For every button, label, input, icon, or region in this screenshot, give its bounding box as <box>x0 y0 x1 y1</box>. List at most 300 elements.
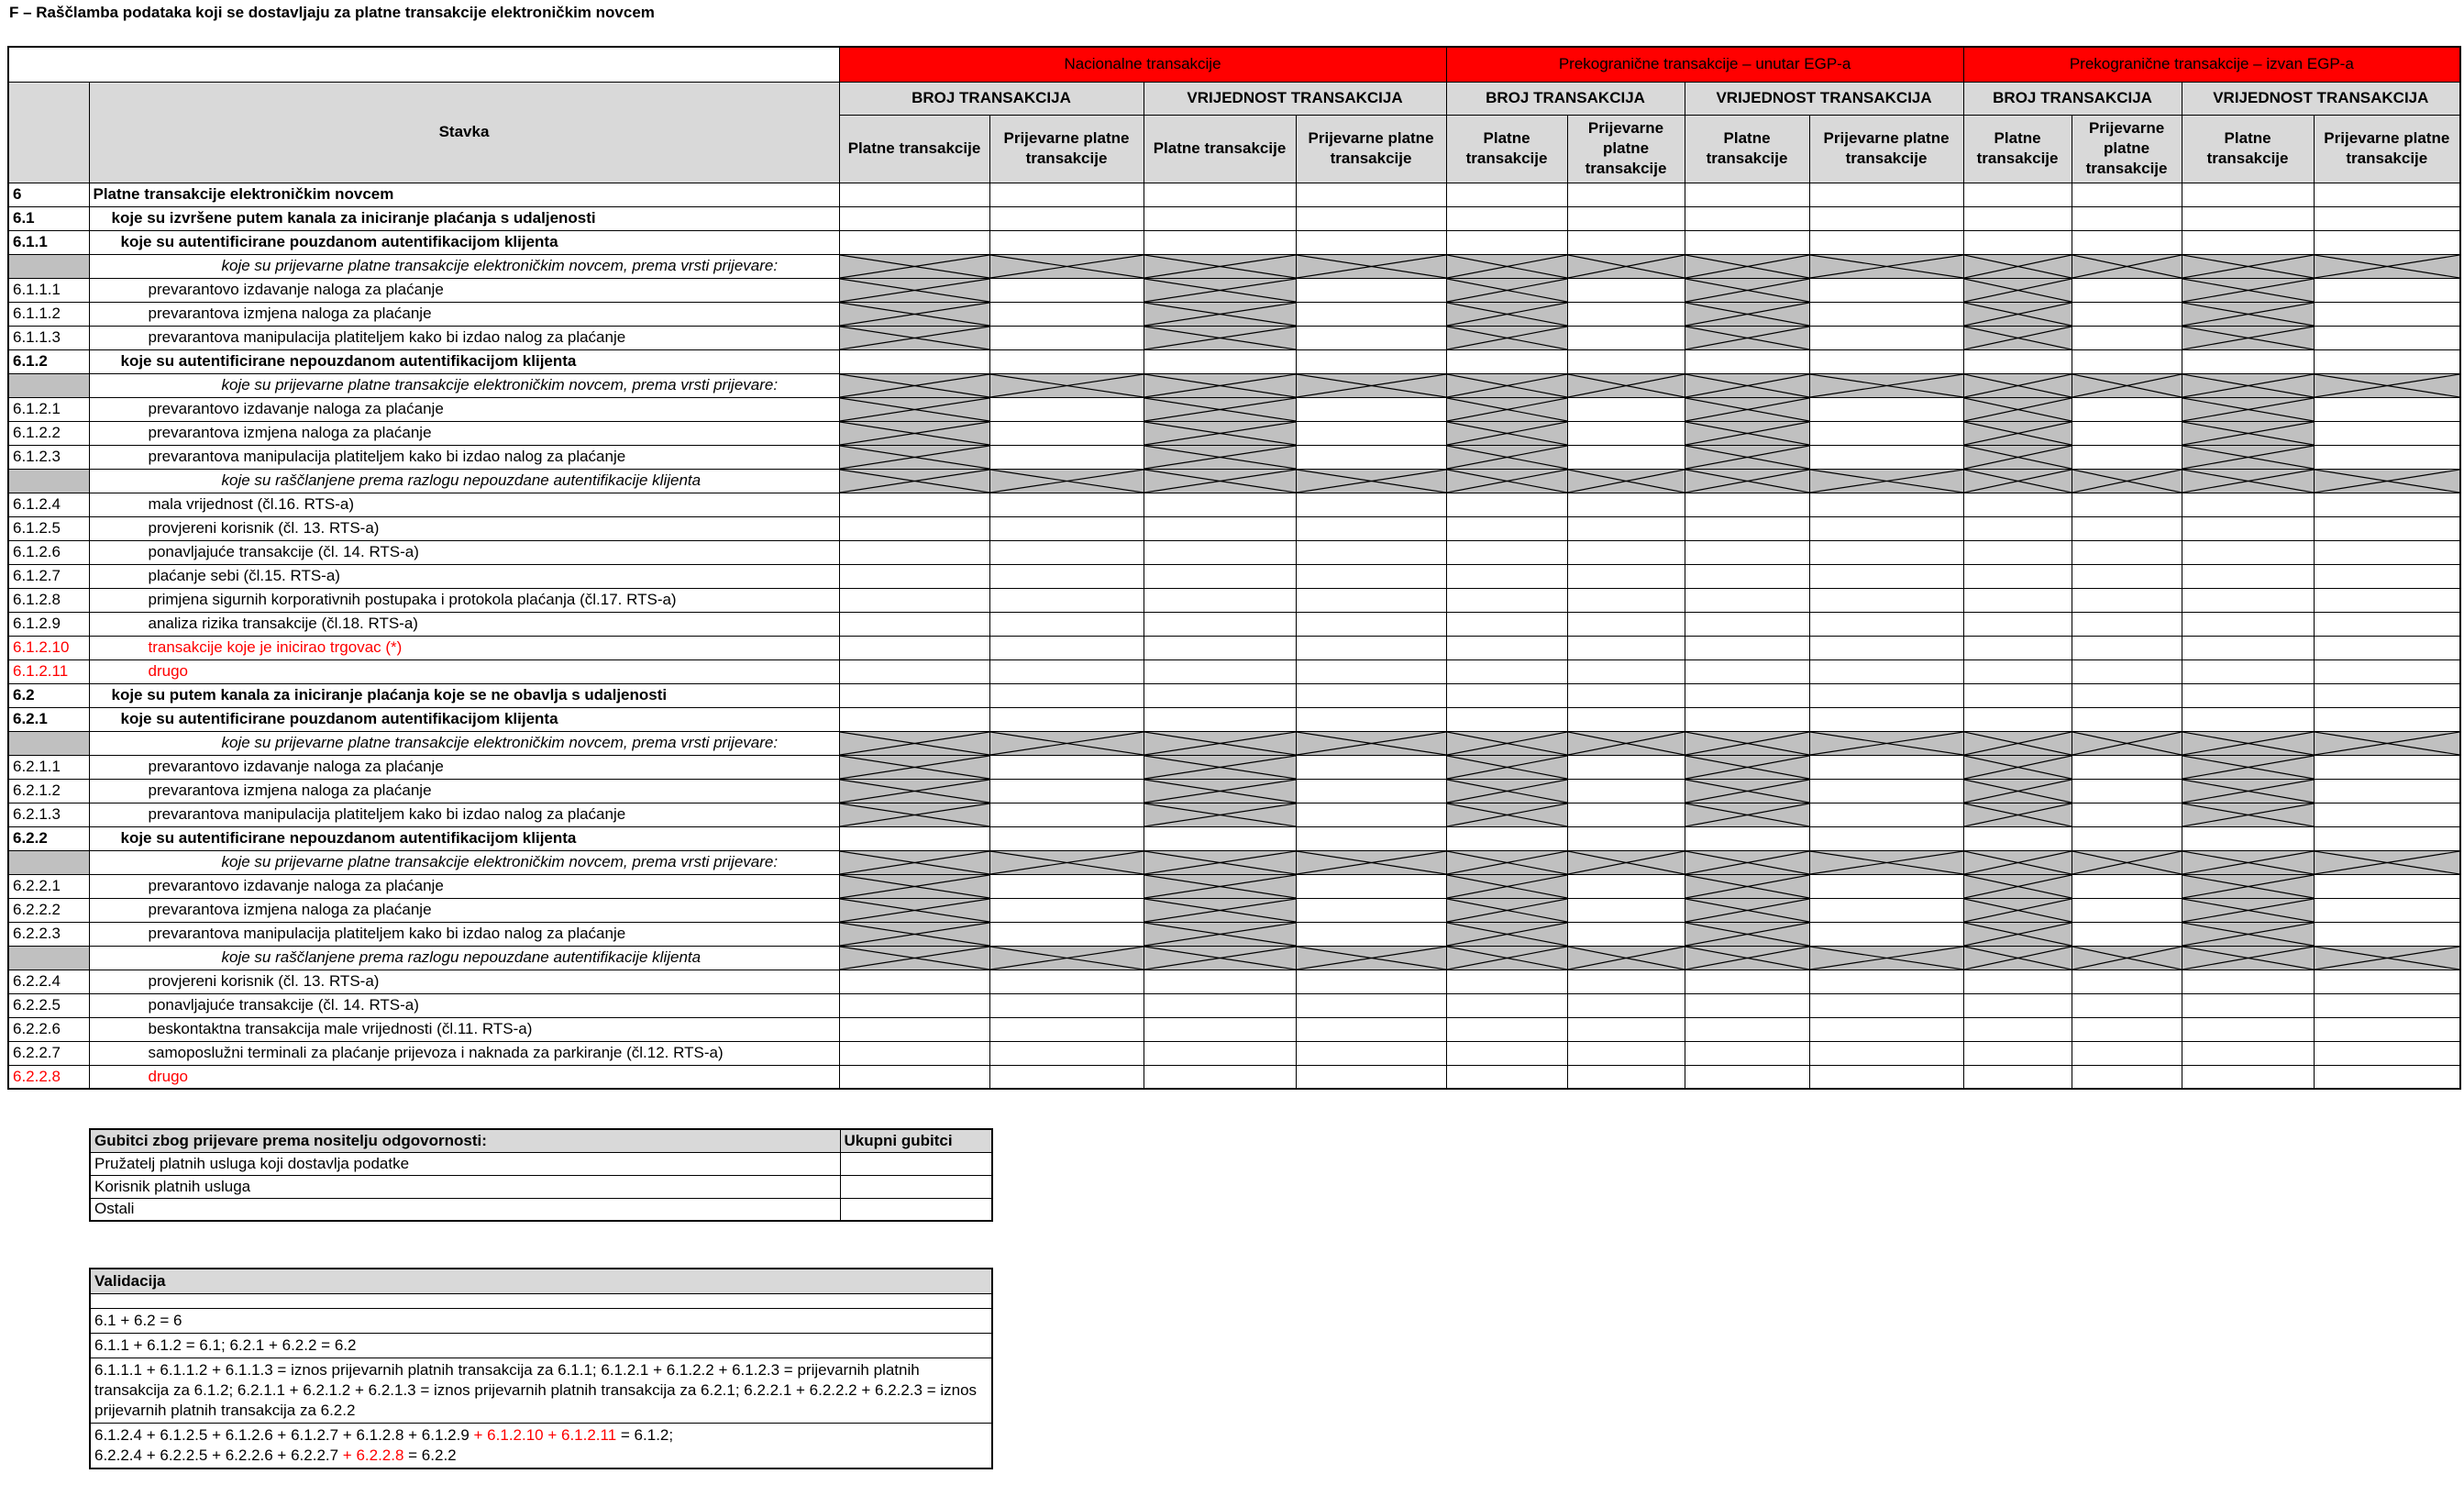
data-cell[interactable] <box>989 1017 1144 1041</box>
data-cell[interactable] <box>1963 588 2072 612</box>
data-cell[interactable] <box>1685 970 1809 993</box>
data-cell[interactable] <box>1446 230 1567 254</box>
data-cell[interactable] <box>1144 826 1296 850</box>
data-cell[interactable] <box>2314 421 2460 445</box>
data-cell[interactable] <box>1296 349 1446 373</box>
losses-value-cell[interactable] <box>840 1175 992 1198</box>
data-cell[interactable] <box>1685 588 1809 612</box>
data-cell[interactable] <box>1963 540 2072 564</box>
data-cell[interactable] <box>2314 349 2460 373</box>
data-cell[interactable] <box>1685 1041 1809 1065</box>
data-cell[interactable] <box>839 636 989 659</box>
data-cell[interactable] <box>2314 779 2460 803</box>
data-cell[interactable] <box>1567 278 1685 302</box>
data-cell[interactable] <box>2072 970 2182 993</box>
data-cell[interactable] <box>1567 898 1685 922</box>
data-cell[interactable] <box>1296 206 1446 230</box>
data-cell[interactable] <box>1296 445 1446 469</box>
data-cell[interactable] <box>2182 183 2314 206</box>
data-cell[interactable] <box>1446 1065 1567 1089</box>
data-cell[interactable] <box>989 612 1144 636</box>
data-cell[interactable] <box>1446 1017 1567 1041</box>
data-cell[interactable] <box>1446 206 1567 230</box>
data-cell[interactable] <box>839 493 989 516</box>
data-cell[interactable] <box>1144 206 1296 230</box>
data-cell[interactable] <box>1809 445 1963 469</box>
data-cell[interactable] <box>1809 349 1963 373</box>
data-cell[interactable] <box>2072 206 2182 230</box>
data-cell[interactable] <box>1296 707 1446 731</box>
data-cell[interactable] <box>1144 493 1296 516</box>
data-cell[interactable] <box>1296 1017 1446 1041</box>
data-cell[interactable] <box>1567 779 1685 803</box>
data-cell[interactable] <box>1446 636 1567 659</box>
data-cell[interactable] <box>2072 421 2182 445</box>
data-cell[interactable] <box>1963 564 2072 588</box>
data-cell[interactable] <box>2072 445 2182 469</box>
data-cell[interactable] <box>989 493 1144 516</box>
data-cell[interactable] <box>1809 898 1963 922</box>
data-cell[interactable] <box>839 826 989 850</box>
data-cell[interactable] <box>1296 564 1446 588</box>
data-cell[interactable] <box>1296 421 1446 445</box>
data-cell[interactable] <box>2314 206 2460 230</box>
data-cell[interactable] <box>2072 683 2182 707</box>
data-cell[interactable] <box>2072 659 2182 683</box>
data-cell[interactable] <box>1567 1041 1685 1065</box>
data-cell[interactable] <box>2072 636 2182 659</box>
data-cell[interactable] <box>1567 493 1685 516</box>
data-cell[interactable] <box>1963 1041 2072 1065</box>
data-cell[interactable] <box>2314 707 2460 731</box>
data-cell[interactable] <box>2314 1017 2460 1041</box>
data-cell[interactable] <box>2182 1041 2314 1065</box>
data-cell[interactable] <box>2314 993 2460 1017</box>
data-cell[interactable] <box>1963 636 2072 659</box>
data-cell[interactable] <box>989 755 1144 779</box>
data-cell[interactable] <box>2314 516 2460 540</box>
data-cell[interactable] <box>1144 659 1296 683</box>
data-cell[interactable] <box>1567 826 1685 850</box>
data-cell[interactable] <box>1567 230 1685 254</box>
data-cell[interactable] <box>1296 302 1446 326</box>
data-cell[interactable] <box>839 564 989 588</box>
data-cell[interactable] <box>2314 803 2460 826</box>
data-cell[interactable] <box>1685 826 1809 850</box>
data-cell[interactable] <box>2182 1017 2314 1041</box>
data-cell[interactable] <box>2072 803 2182 826</box>
data-cell[interactable] <box>1144 612 1296 636</box>
data-cell[interactable] <box>2072 230 2182 254</box>
data-cell[interactable] <box>1296 183 1446 206</box>
data-cell[interactable] <box>1446 683 1567 707</box>
data-cell[interactable] <box>2072 588 2182 612</box>
data-cell[interactable] <box>2072 922 2182 946</box>
data-cell[interactable] <box>839 683 989 707</box>
data-cell[interactable] <box>989 326 1144 349</box>
data-cell[interactable] <box>1809 755 1963 779</box>
data-cell[interactable] <box>2314 755 2460 779</box>
data-cell[interactable] <box>2182 970 2314 993</box>
data-cell[interactable] <box>2314 636 2460 659</box>
data-cell[interactable] <box>1809 564 1963 588</box>
data-cell[interactable] <box>1809 707 1963 731</box>
data-cell[interactable] <box>1963 493 2072 516</box>
data-cell[interactable] <box>2072 993 2182 1017</box>
data-cell[interactable] <box>1963 1017 2072 1041</box>
data-cell[interactable] <box>1567 636 1685 659</box>
data-cell[interactable] <box>2072 612 2182 636</box>
data-cell[interactable] <box>989 564 1144 588</box>
data-cell[interactable] <box>1809 636 1963 659</box>
data-cell[interactable] <box>1567 755 1685 779</box>
data-cell[interactable] <box>1963 826 2072 850</box>
data-cell[interactable] <box>1296 755 1446 779</box>
data-cell[interactable] <box>2072 707 2182 731</box>
data-cell[interactable] <box>2182 659 2314 683</box>
data-cell[interactable] <box>1809 1065 1963 1089</box>
data-cell[interactable] <box>1446 826 1567 850</box>
data-cell[interactable] <box>2314 826 2460 850</box>
data-cell[interactable] <box>1296 1041 1446 1065</box>
data-cell[interactable] <box>1446 612 1567 636</box>
data-cell[interactable] <box>989 349 1144 373</box>
data-cell[interactable] <box>1567 993 1685 1017</box>
data-cell[interactable] <box>839 588 989 612</box>
data-cell[interactable] <box>839 1065 989 1089</box>
data-cell[interactable] <box>1296 636 1446 659</box>
data-cell[interactable] <box>2182 612 2314 636</box>
data-cell[interactable] <box>1144 588 1296 612</box>
data-cell[interactable] <box>1963 970 2072 993</box>
data-cell[interactable] <box>1144 230 1296 254</box>
data-cell[interactable] <box>1809 683 1963 707</box>
data-cell[interactable] <box>1567 445 1685 469</box>
data-cell[interactable] <box>1809 278 1963 302</box>
data-cell[interactable] <box>2314 230 2460 254</box>
data-cell[interactable] <box>839 349 989 373</box>
data-cell[interactable] <box>1567 564 1685 588</box>
data-cell[interactable] <box>1446 540 1567 564</box>
data-cell[interactable] <box>1567 588 1685 612</box>
data-cell[interactable] <box>2182 230 2314 254</box>
data-cell[interactable] <box>1685 683 1809 707</box>
data-cell[interactable] <box>1567 397 1685 421</box>
data-cell[interactable] <box>2072 1065 2182 1089</box>
data-cell[interactable] <box>1567 659 1685 683</box>
data-cell[interactable] <box>2182 707 2314 731</box>
data-cell[interactable] <box>989 540 1144 564</box>
data-cell[interactable] <box>1144 683 1296 707</box>
data-cell[interactable] <box>2182 540 2314 564</box>
data-cell[interactable] <box>1567 183 1685 206</box>
data-cell[interactable] <box>2072 898 2182 922</box>
data-cell[interactable] <box>1446 588 1567 612</box>
data-cell[interactable] <box>2314 612 2460 636</box>
data-cell[interactable] <box>1685 183 1809 206</box>
data-cell[interactable] <box>1446 707 1567 731</box>
data-cell[interactable] <box>1296 803 1446 826</box>
data-cell[interactable] <box>2314 659 2460 683</box>
data-cell[interactable] <box>989 922 1144 946</box>
data-cell[interactable] <box>1296 922 1446 946</box>
data-cell[interactable] <box>1296 397 1446 421</box>
data-cell[interactable] <box>1144 540 1296 564</box>
data-cell[interactable] <box>1446 993 1567 1017</box>
data-cell[interactable] <box>1296 779 1446 803</box>
data-cell[interactable] <box>1567 421 1685 445</box>
data-cell[interactable] <box>839 516 989 540</box>
data-cell[interactable] <box>1685 659 1809 683</box>
data-cell[interactable] <box>989 397 1144 421</box>
data-cell[interactable] <box>1446 564 1567 588</box>
data-cell[interactable] <box>1567 612 1685 636</box>
data-cell[interactable] <box>2182 564 2314 588</box>
data-cell[interactable] <box>989 993 1144 1017</box>
data-cell[interactable] <box>1963 659 2072 683</box>
data-cell[interactable] <box>1296 612 1446 636</box>
data-cell[interactable] <box>1144 970 1296 993</box>
data-cell[interactable] <box>1685 1017 1809 1041</box>
data-cell[interactable] <box>1446 1041 1567 1065</box>
data-cell[interactable] <box>989 230 1144 254</box>
data-cell[interactable] <box>2072 1041 2182 1065</box>
data-cell[interactable] <box>1963 1065 2072 1089</box>
data-cell[interactable] <box>1296 326 1446 349</box>
data-cell[interactable] <box>839 993 989 1017</box>
data-cell[interactable] <box>1963 707 2072 731</box>
data-cell[interactable] <box>2072 397 2182 421</box>
data-cell[interactable] <box>989 302 1144 326</box>
data-cell[interactable] <box>1144 1041 1296 1065</box>
data-cell[interactable] <box>1446 516 1567 540</box>
data-cell[interactable] <box>839 1017 989 1041</box>
data-cell[interactable] <box>1144 707 1296 731</box>
data-cell[interactable] <box>1296 659 1446 683</box>
data-cell[interactable] <box>1296 993 1446 1017</box>
data-cell[interactable] <box>1809 779 1963 803</box>
data-cell[interactable] <box>1567 707 1685 731</box>
data-cell[interactable] <box>2182 349 2314 373</box>
data-cell[interactable] <box>1446 493 1567 516</box>
data-cell[interactable] <box>1567 803 1685 826</box>
data-cell[interactable] <box>2072 302 2182 326</box>
data-cell[interactable] <box>2314 278 2460 302</box>
data-cell[interactable] <box>2314 397 2460 421</box>
data-cell[interactable] <box>989 636 1144 659</box>
data-cell[interactable] <box>1809 230 1963 254</box>
data-cell[interactable] <box>1685 493 1809 516</box>
data-cell[interactable] <box>2314 540 2460 564</box>
data-cell[interactable] <box>989 206 1144 230</box>
data-cell[interactable] <box>1685 564 1809 588</box>
data-cell[interactable] <box>2314 326 2460 349</box>
data-cell[interactable] <box>989 779 1144 803</box>
data-cell[interactable] <box>2314 1065 2460 1089</box>
data-cell[interactable] <box>1809 183 1963 206</box>
data-cell[interactable] <box>2182 1065 2314 1089</box>
data-cell[interactable] <box>1446 183 1567 206</box>
data-cell[interactable] <box>989 588 1144 612</box>
data-cell[interactable] <box>839 970 989 993</box>
data-cell[interactable] <box>1567 1017 1685 1041</box>
data-cell[interactable] <box>989 1065 1144 1089</box>
data-cell[interactable] <box>839 206 989 230</box>
data-cell[interactable] <box>2314 302 2460 326</box>
data-cell[interactable] <box>2182 636 2314 659</box>
data-cell[interactable] <box>989 874 1144 898</box>
data-cell[interactable] <box>1809 326 1963 349</box>
data-cell[interactable] <box>2182 826 2314 850</box>
data-cell[interactable] <box>1685 349 1809 373</box>
data-cell[interactable] <box>2072 278 2182 302</box>
data-cell[interactable] <box>1144 636 1296 659</box>
data-cell[interactable] <box>1809 612 1963 636</box>
data-cell[interactable] <box>1963 993 2072 1017</box>
data-cell[interactable] <box>1567 970 1685 993</box>
data-cell[interactable] <box>1809 874 1963 898</box>
data-cell[interactable] <box>989 421 1144 445</box>
data-cell[interactable] <box>1809 1041 1963 1065</box>
data-cell[interactable] <box>989 659 1144 683</box>
data-cell[interactable] <box>839 707 989 731</box>
data-cell[interactable] <box>1144 349 1296 373</box>
data-cell[interactable] <box>1809 922 1963 946</box>
data-cell[interactable] <box>1446 349 1567 373</box>
data-cell[interactable] <box>1567 922 1685 946</box>
data-cell[interactable] <box>2072 326 2182 349</box>
data-cell[interactable] <box>2182 206 2314 230</box>
data-cell[interactable] <box>1567 302 1685 326</box>
data-cell[interactable] <box>1963 206 2072 230</box>
data-cell[interactable] <box>1685 636 1809 659</box>
data-cell[interactable] <box>1809 421 1963 445</box>
data-cell[interactable] <box>1809 493 1963 516</box>
data-cell[interactable] <box>1809 1017 1963 1041</box>
data-cell[interactable] <box>2314 970 2460 993</box>
data-cell[interactable] <box>2182 493 2314 516</box>
data-cell[interactable] <box>1567 683 1685 707</box>
data-cell[interactable] <box>1685 1065 1809 1089</box>
data-cell[interactable] <box>2314 1041 2460 1065</box>
data-cell[interactable] <box>1809 659 1963 683</box>
data-cell[interactable] <box>1963 349 2072 373</box>
data-cell[interactable] <box>2314 493 2460 516</box>
data-cell[interactable] <box>1809 803 1963 826</box>
data-cell[interactable] <box>2314 922 2460 946</box>
data-cell[interactable] <box>839 659 989 683</box>
data-cell[interactable] <box>1809 516 1963 540</box>
data-cell[interactable] <box>2072 826 2182 850</box>
data-cell[interactable] <box>2314 445 2460 469</box>
data-cell[interactable] <box>1685 206 1809 230</box>
data-cell[interactable] <box>2314 683 2460 707</box>
data-cell[interactable] <box>839 1041 989 1065</box>
data-cell[interactable] <box>1296 588 1446 612</box>
data-cell[interactable] <box>2072 779 2182 803</box>
data-cell[interactable] <box>1144 516 1296 540</box>
data-cell[interactable] <box>1296 1065 1446 1089</box>
data-cell[interactable] <box>2072 349 2182 373</box>
data-cell[interactable] <box>1809 970 1963 993</box>
data-cell[interactable] <box>2314 874 2460 898</box>
data-cell[interactable] <box>1685 707 1809 731</box>
data-cell[interactable] <box>1296 493 1446 516</box>
data-cell[interactable] <box>2072 755 2182 779</box>
data-cell[interactable] <box>1963 612 2072 636</box>
data-cell[interactable] <box>2072 1017 2182 1041</box>
data-cell[interactable] <box>1567 516 1685 540</box>
data-cell[interactable] <box>1567 874 1685 898</box>
data-cell[interactable] <box>1296 278 1446 302</box>
data-cell[interactable] <box>2182 683 2314 707</box>
data-cell[interactable] <box>1809 826 1963 850</box>
data-cell[interactable] <box>1296 516 1446 540</box>
data-cell[interactable] <box>839 612 989 636</box>
data-cell[interactable] <box>1809 397 1963 421</box>
losses-value-cell[interactable] <box>840 1152 992 1175</box>
data-cell[interactable] <box>1963 230 2072 254</box>
data-cell[interactable] <box>1809 993 1963 1017</box>
data-cell[interactable] <box>1296 683 1446 707</box>
losses-value-cell[interactable] <box>840 1198 992 1221</box>
data-cell[interactable] <box>1685 612 1809 636</box>
data-cell[interactable] <box>1296 230 1446 254</box>
data-cell[interactable] <box>1685 993 1809 1017</box>
data-cell[interactable] <box>1567 326 1685 349</box>
data-cell[interactable] <box>989 183 1144 206</box>
data-cell[interactable] <box>1963 683 2072 707</box>
data-cell[interactable] <box>2072 493 2182 516</box>
data-cell[interactable] <box>1296 874 1446 898</box>
data-cell[interactable] <box>989 826 1144 850</box>
data-cell[interactable] <box>1685 230 1809 254</box>
data-cell[interactable] <box>1809 302 1963 326</box>
data-cell[interactable] <box>2314 564 2460 588</box>
data-cell[interactable] <box>2314 588 2460 612</box>
data-cell[interactable] <box>989 803 1144 826</box>
data-cell[interactable] <box>1567 1065 1685 1089</box>
data-cell[interactable] <box>1144 183 1296 206</box>
data-cell[interactable] <box>989 707 1144 731</box>
data-cell[interactable] <box>1446 970 1567 993</box>
data-cell[interactable] <box>2072 874 2182 898</box>
data-cell[interactable] <box>989 516 1144 540</box>
data-cell[interactable] <box>1144 1017 1296 1041</box>
data-cell[interactable] <box>1446 659 1567 683</box>
data-cell[interactable] <box>1296 898 1446 922</box>
data-cell[interactable] <box>2182 588 2314 612</box>
data-cell[interactable] <box>989 1041 1144 1065</box>
data-cell[interactable] <box>989 898 1144 922</box>
data-cell[interactable] <box>1144 993 1296 1017</box>
data-cell[interactable] <box>1567 540 1685 564</box>
data-cell[interactable] <box>1296 826 1446 850</box>
data-cell[interactable] <box>1809 540 1963 564</box>
data-cell[interactable] <box>2182 993 2314 1017</box>
data-cell[interactable] <box>989 970 1144 993</box>
data-cell[interactable] <box>2072 516 2182 540</box>
data-cell[interactable] <box>989 278 1144 302</box>
data-cell[interactable] <box>2072 564 2182 588</box>
data-cell[interactable] <box>1144 1065 1296 1089</box>
data-cell[interactable] <box>1296 970 1446 993</box>
data-cell[interactable] <box>2182 516 2314 540</box>
data-cell[interactable] <box>839 540 989 564</box>
data-cell[interactable] <box>1685 540 1809 564</box>
data-cell[interactable] <box>839 183 989 206</box>
data-cell[interactable] <box>989 683 1144 707</box>
